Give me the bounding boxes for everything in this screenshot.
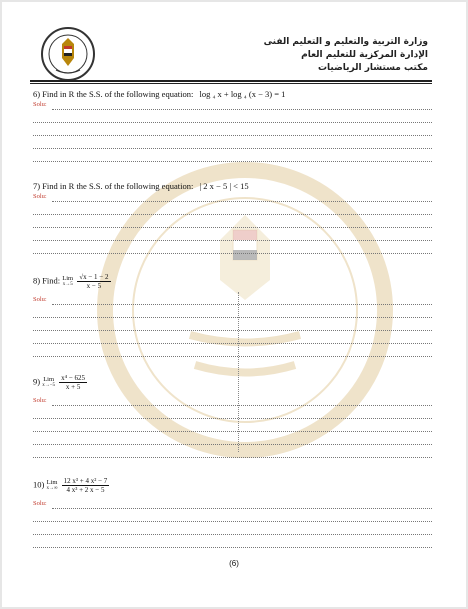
fraction-denominator: x − 5 — [86, 282, 102, 290]
limit-operator: Lim x→−5 — [42, 375, 56, 388]
answer-line — [33, 122, 432, 123]
solu-label-7: Solu: — [33, 193, 47, 200]
solu-label-9: Solu: — [33, 397, 47, 404]
page-border-top — [0, 0, 468, 2]
answer-line — [33, 534, 432, 535]
answer-line — [33, 135, 432, 136]
answer-line — [33, 240, 432, 241]
header-rule-thin — [30, 83, 432, 84]
question-6-equation: log ₄ x + log ₄ (x − 3) = 1 — [199, 89, 286, 99]
question-10 — [33, 477, 109, 494]
question-9-fraction — [59, 374, 87, 391]
question-10-text: 10) — [33, 479, 45, 490]
solu-label-10: Solu: — [33, 500, 47, 507]
answer-line — [33, 547, 432, 548]
page-number: (6) — [229, 559, 239, 568]
page-border-left — [0, 0, 2, 609]
answer-line — [52, 405, 432, 406]
question-9 — [33, 374, 87, 391]
answer-line — [33, 317, 432, 318]
answer-line — [33, 330, 432, 331]
question-8 — [33, 273, 111, 290]
answer-line — [33, 227, 432, 228]
answer-line — [33, 431, 432, 432]
fraction-numerator: 12 x³ + 4 x² − 7 — [63, 477, 108, 485]
answer-line — [33, 343, 432, 344]
question-7-text: 7) Find in R the S.S. of the following equation: — [33, 181, 194, 191]
answer-line — [52, 304, 432, 305]
column-divider — [238, 292, 239, 452]
question-7 — [33, 181, 249, 191]
question-8-fraction — [77, 273, 110, 290]
ministry-watermark-icon — [95, 160, 395, 460]
question-9-text: 9) — [33, 376, 41, 387]
ministry-logo-icon — [40, 26, 96, 82]
solu-label-6: Solu: — [33, 101, 47, 108]
answer-line — [33, 356, 432, 357]
fraction-numerator: x⁴ − 625 — [61, 374, 86, 382]
answer-line — [33, 148, 432, 149]
answer-line — [52, 508, 432, 509]
answer-line — [52, 109, 432, 110]
answer-line — [33, 418, 432, 419]
question-8-text: 8) Find: — [33, 275, 61, 286]
fraction-numerator: √x − 1 − 2 — [79, 273, 109, 281]
question-10-fraction — [62, 477, 110, 494]
limit-operator: Lim x→5 — [62, 274, 74, 287]
question-6 — [33, 89, 285, 99]
header-line-ministry: وزارة التربية والتعليم و التعليم الفنى — [263, 37, 428, 47]
fraction-denominator: 4 x³ + 2 x − 5 — [66, 486, 105, 494]
answer-line — [33, 161, 432, 162]
header-rule — [30, 80, 432, 82]
answer-line — [52, 201, 432, 202]
limit-operator: Lim x→∞ — [46, 478, 58, 491]
question-7-inequality: | 2 x − 5 | < 15 — [199, 181, 249, 191]
solu-label-8: Solu: — [33, 296, 47, 303]
fraction-denominator: x + 5 — [65, 383, 81, 391]
answer-line — [33, 253, 432, 254]
ministry-header — [248, 36, 428, 75]
answer-line — [33, 521, 432, 522]
question-6-text: 6) Find in R the S.S. of the following equation: — [33, 89, 194, 99]
header-line-office: مكتب مستشار الرياضيات — [317, 63, 428, 73]
answer-line — [33, 444, 432, 445]
answer-line — [33, 457, 432, 458]
header-line-department: الإدارة المركزية للتعليم العام — [301, 50, 428, 60]
answer-line — [33, 214, 432, 215]
